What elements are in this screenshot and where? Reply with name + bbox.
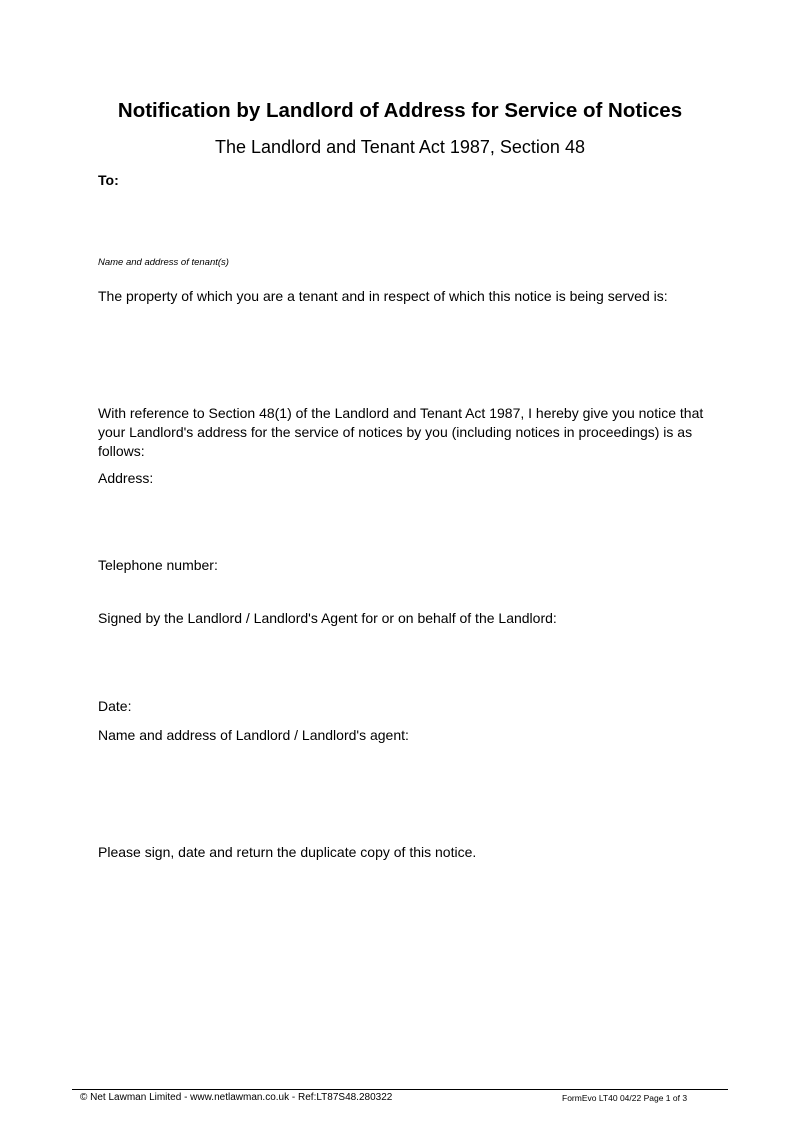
return-instruction: Please sign, date and return the duplicate copy of this notice. xyxy=(98,844,477,860)
footer-copyright: © Net Lawman Limited - www.netlawman.co.uk - Ref:LT87S48.280322 xyxy=(80,1092,393,1103)
landlord-name-label: Name and address of Landlord / Landlord's agent: xyxy=(98,727,409,743)
tenant-caption: Name and address of tenant(s) xyxy=(98,257,229,268)
date-label: Date: xyxy=(98,698,132,714)
to-label: To: xyxy=(98,172,119,188)
footer-divider xyxy=(72,1089,728,1090)
address-label: Address: xyxy=(98,470,154,486)
footer-form-ref: FormEvo LT40 04/22 Page 1 of 3 xyxy=(562,1093,688,1103)
notice-paragraph: With reference to Section 48(1) of the Landlord and Tenant Act 1987, I hereby give you notice that your Landlord's address for the service of notices by you (including notices in proceedings) is as follows: xyxy=(98,405,704,459)
telephone-label: Telephone number: xyxy=(98,557,218,573)
document-title: Notification by Landlord of Address for Service of Notices xyxy=(117,99,683,122)
document-subtitle: The Landlord and Tenant Act 1987, Section 48 xyxy=(215,137,585,157)
property-statement: The property of which you are a tenant and in respect of which this notice is being served is: xyxy=(98,288,668,304)
signed-label: Signed by the Landlord / Landlord's Agent for or on behalf of the Landlord: xyxy=(98,610,557,626)
